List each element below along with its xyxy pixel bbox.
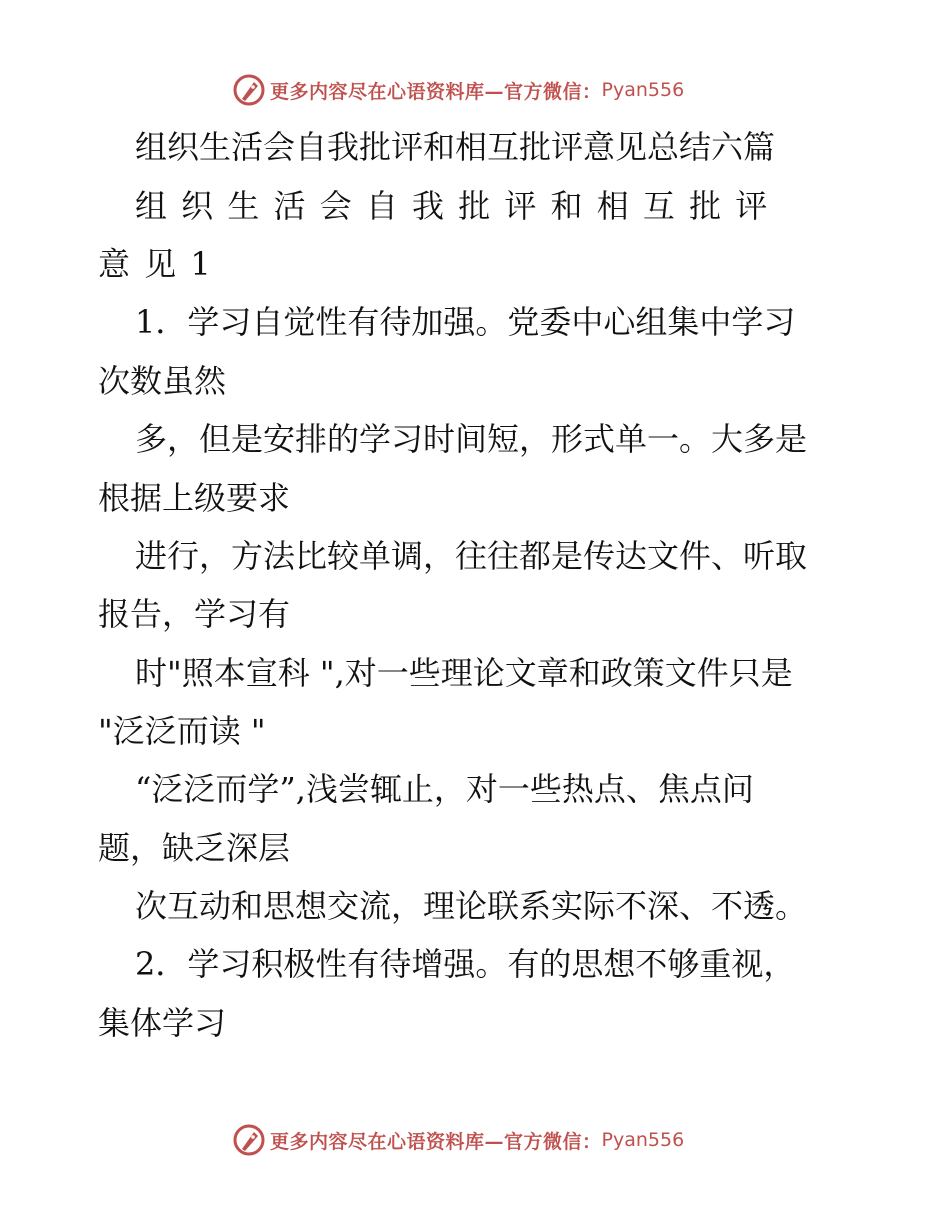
watermark-header bbox=[232, 72, 732, 108]
watermark-footer bbox=[232, 1122, 732, 1158]
watermark-id: Pyan556 bbox=[601, 79, 685, 101]
paragraph-line: 集体学习 bbox=[98, 1004, 227, 1042]
watermark-text: 更多内容尽在心语资料库—官方微信： bbox=[270, 80, 602, 103]
paragraph-line: 2．学习积极性有待增强。有的思想不够重视， bbox=[135, 945, 796, 983]
watermark-text: 更多内容尽在心语资料库—官方微信： bbox=[270, 1130, 602, 1153]
pen-nib-logo-icon bbox=[232, 1123, 266, 1157]
section-heading-line-2: 意 见 1 bbox=[98, 245, 213, 283]
paragraph-line: 次数虽然 bbox=[98, 362, 227, 400]
watermark-id: Pyan556 bbox=[601, 1129, 685, 1151]
paragraph-line: 时"照本宣科 ",对一些理论文章和政策文件只是 bbox=[135, 654, 793, 692]
section-heading-line-1: 组 织 生 活 会 自 我 批 评 和 相 互 批 评 bbox=[135, 187, 770, 225]
paragraph-line: 1．学习自觉性有待加强。党委中心组集中学习 bbox=[135, 303, 796, 341]
document-title: 组织生活会自我批评和相互批评意见总结六篇 bbox=[135, 128, 776, 166]
paragraph-line: 根据上级要求 bbox=[98, 479, 291, 517]
paragraph-line: 题，缺乏深层 bbox=[98, 829, 291, 867]
paragraph-line: 报告，学习有 bbox=[98, 595, 291, 633]
paragraph-line: 进行，方法比较单调，往往都是传达文件、听取 bbox=[135, 537, 808, 575]
pen-nib-logo-icon bbox=[232, 73, 266, 107]
paragraph-line: 多，但是安排的学习时间短，形式单一。大多是 bbox=[135, 420, 808, 458]
paragraph-line: 次互动和思想交流，理论联系实际不深、不透。 bbox=[135, 887, 808, 925]
paragraph-line: “泛泛而学”,浅尝辄止，对一些热点、焦点问 bbox=[135, 770, 754, 808]
paragraph-line: "泛泛而读 " bbox=[98, 712, 266, 750]
